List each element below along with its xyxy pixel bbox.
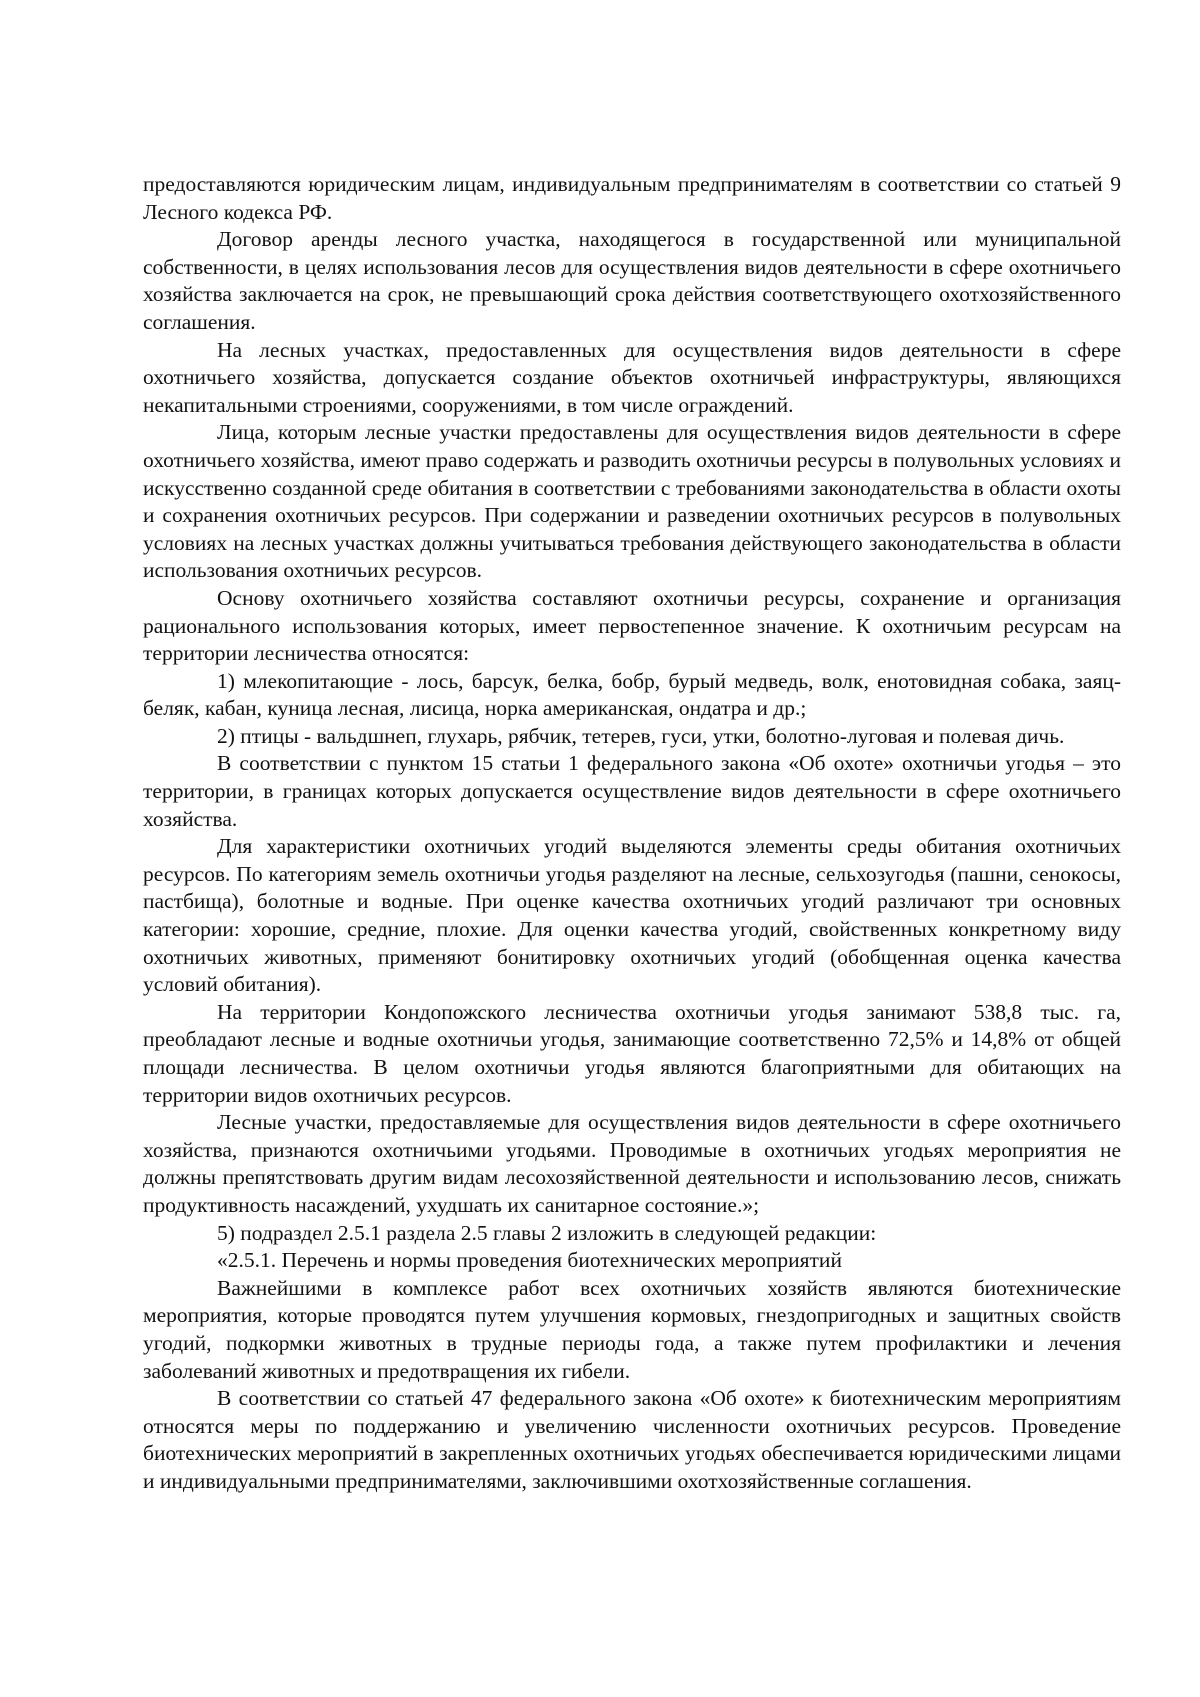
paragraph-grounds-characteristics: Для характеристики охотничьих угодий выделяются элементы среды обитания охотничьих ресурсов. По категориям земель охотничьи угодья разделяют на лесные, сельхозугодья (пашни, сенокосы, пастбища), болотные и водные. При оценке качества охотничьих угодий различают три основных категории: хорошие, средние, плохие. Для оценки качества угодий, свойственных конкретному виду охотничьих животных, применяют бонитировку охотничьих угодий (обобщенная оценка качества условий обитания). [143, 834, 1121, 997]
paragraph-lease-agreement: Договор аренды лесного участка, находящегося в государственной или муниципальной собственности, в целях использования лесов для осуществления видов деятельности в сфере охотничьего хозяйства заключается на срок, не превышающий срока действия соответствующего охотхозяйственного соглашения. [143, 227, 1121, 334]
paragraph-amendment-item-5: 5) подраздел 2.5.1 раздела 2.5 главы 2 изложить в следующей редакции: [217, 1220, 877, 1245]
list-item-birds: 2) птицы - вальдшнеп, глухарь, рябчик, тетерев, гуси, утки, болотно-луговая и полевая дичь. [217, 723, 1065, 748]
paragraph-continuation: предоставляются юридическим лицам, индивидуальным предпринимателям в соответствии со статьей 9 Лесного кодекса РФ. [143, 172, 1121, 224]
section-heading-2-5-1: «2.5.1. Перечень и нормы проведения биотехнических мероприятий [217, 1248, 842, 1273]
paragraph-forest-plots-as-grounds: Лесные участки, предоставляемые для осуществления видов деятельности в сфере охотничьего хозяйства, признаются охотничьими угодьями. Проводимые в охотничьих угодьях мероприятия не должны препятствовать другим видам лесохозяйственной деятельности и использованию лесов, снижать продуктивность насаждений, ухудшать их санитарное состояние.»; [143, 1110, 1121, 1217]
paragraph-article-47: В соответствии со статьей 47 федерального закона «Об охоте» к биотехническим мероприятиям относятся меры по поддержанию и увеличению численности охотничьих ресурсов. Проведение биотехнических мероприятий в закрепленных охотничьих угодьях обеспечивается юридическими лицами и индивидуальными предпринимателями, заключившими охотхозяйственные соглашения. [143, 1386, 1121, 1493]
paragraph-hunting-resources: Основу охотничьего хозяйства составляют охотничьи ресурсы, сохранение и организация рационального использования которых, имеет первостепенное значение. К охотничьим ресурсам на территории лесничества относятся: [143, 585, 1121, 666]
paragraph-biotechnical-measures: Важнейшими в комплексе работ всех охотничьих хозяйств являются биотехнические мероприятия, которые проводятся путем улучшения кормовых, гнездопригодных и защитных свойств угодий, подкормки животных в трудные периоды года, а также путем профилактики и лечения заболеваний животных и предотвращения их гибели. [143, 1275, 1121, 1383]
document-body [143, 171, 1121, 1496]
paragraph-semi-free-breeding: Лица, которым лесные участки предоставлены для осуществления видов деятельности в сфере охотничьего хозяйства, имеют право содержать и разводить охотничьи ресурсы в полувольных условиях и искусственно созданной среде обитания в соответствии с требованиями законодательства в области охоты и сохранения охотничьих ресурсов. При содержании и разведении охотничьих ресурсов в полувольных условиях на лесных участках должны учитываться требования действующего законодательства в области использования охотничьих ресурсов. [143, 420, 1121, 583]
paragraph-hunting-grounds-definition: В соответствии с пунктом 15 статьи 1 федерального закона «Об охоте» охотничьи угодья – это территории, в границах которых допускается осуществление видов деятельности в сфере охотничьего хозяйства. [143, 751, 1121, 831]
paragraph-infrastructure: На лесных участках, предоставленных для осуществления видов деятельности в сфере охотничьего хозяйства, допускается создание объектов охотничьей инфраструктуры, являющихся некапитальными строениями, сооружениями, в том числе ограждений. [143, 337, 1121, 417]
paragraph-kondopoga-area: На территории Кондопожского лесничества охотничьи угодья занимают 538,8 тыс. га, преобладают лесные и водные охотничьи угодья, занимающие соответственно 72,5% и 14,8% от общей площади лесничества. В целом охотничьи угодья являются благоприятными для обитающих на территории видов охотничьих ресурсов. [143, 999, 1121, 1107]
list-item-mammals: 1) млекопитающие - лось, барсук, белка, бобр, бурый медведь, волк, енотовидная собака, заяц-беляк, кабан, куница лесная, лисица, норка американская, ондатра и др.; [143, 668, 1121, 721]
